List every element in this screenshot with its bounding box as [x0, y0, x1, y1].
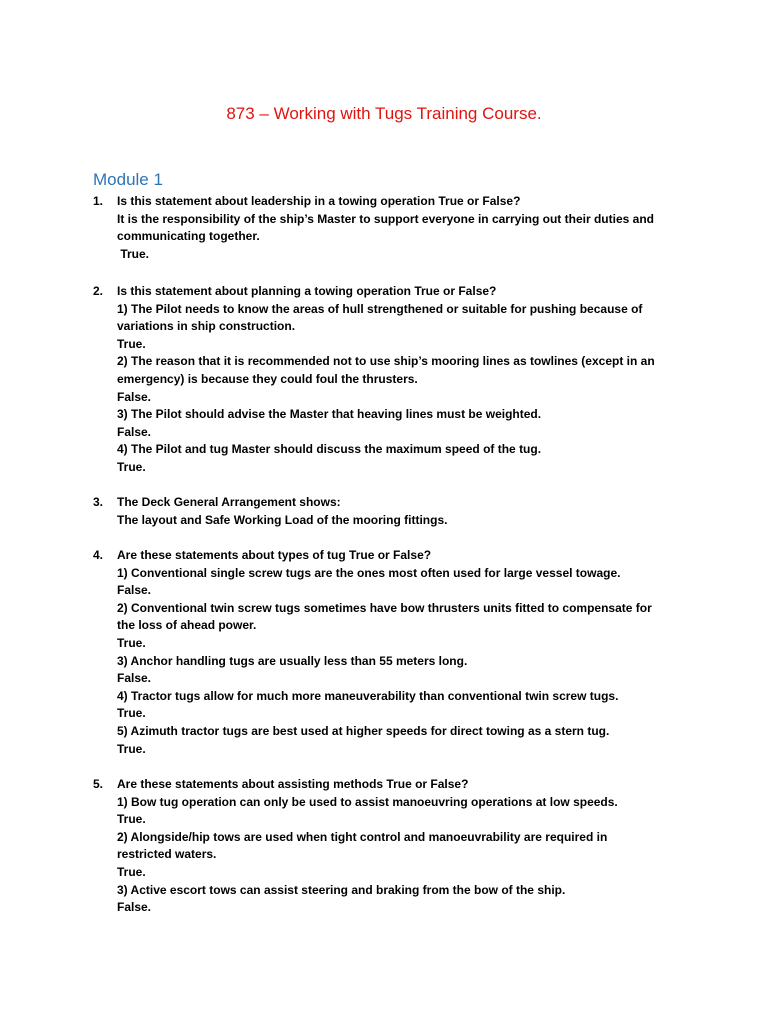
answer-line: True. — [117, 741, 146, 756]
question-line: 1) Bow tug operation can only be used to assist manoeuvring operations at low speeds. — [117, 794, 618, 809]
answer-line: True. — [117, 459, 146, 474]
question-line: 3) The Pilot should advise the Master that heaving lines must be weighted. — [117, 407, 542, 422]
answer-line: True. — [117, 635, 146, 650]
question-line: variations in ship construction. — [117, 319, 296, 334]
question-line: communicating together. — [117, 229, 260, 244]
question-line: 4) The Pilot and tug Master should discuss the maximum speed of the tug. — [117, 442, 542, 457]
answer-line: The layout and Safe Working Load of the mooring fittings. — [117, 512, 448, 527]
question-line: The Deck General Arrangement shows: — [117, 495, 341, 509]
answer-line: True. — [117, 336, 146, 351]
question-line: 4) Tractor tugs allow for much more maneuverability than conventional twin screw tugs. — [117, 688, 619, 703]
question-number: 1. — [93, 194, 104, 208]
question-line: 3) Anchor handling tugs are usually less than 55 meters long. — [117, 653, 468, 668]
answer-line: False. — [117, 424, 152, 439]
question-2 — [93, 283, 693, 477]
answer-line: False. — [117, 583, 152, 598]
answer-line: False. — [117, 389, 152, 404]
question-number: 5. — [93, 777, 104, 791]
question-line: the loss of ahead power. — [117, 618, 257, 633]
question-line: emergency) is because they could foul the thrusters. — [117, 371, 418, 386]
question-line: 5) Azimuth tractor tugs are best used at higher speeds for direct towing as a stern tug. — [117, 723, 610, 738]
document-title: 873 – Working with Tugs Training Course. — [226, 104, 542, 123]
question-4 — [93, 547, 693, 758]
question-line: 1) The Pilot needs to know the areas of hull strengthened or suitable for pushing because of — [117, 301, 643, 316]
question-5 — [93, 776, 693, 917]
question-number: 4. — [93, 548, 104, 562]
question-3 — [93, 494, 693, 529]
question-number: 3. — [93, 495, 104, 509]
question-line: restricted waters. — [117, 847, 217, 862]
question-line: 3) Active escort tows can assist steering and braking from the bow of the ship. — [117, 882, 566, 897]
question-1 — [93, 193, 693, 263]
answer-line: True. — [117, 864, 146, 879]
question-line: 2) Alongside/hip tows are used when tight control and manoeuvrability are required in — [117, 829, 608, 844]
answer-line: True. — [117, 246, 150, 261]
question-line: 2) The reason that it is recommended not to use ship’s mooring lines as towlines (except in an — [117, 354, 655, 369]
answer-line: False. — [117, 900, 152, 915]
answer-line: True. — [117, 706, 146, 721]
question-line: Are these statements about assisting methods True or False? — [117, 777, 469, 791]
question-line: 2) Conventional twin screw tugs sometimes have bow thrusters units fitted to compensate for — [117, 600, 652, 615]
question-line: Is this statement about leadership in a towing operation True or False? — [117, 194, 521, 208]
answer-line: True. — [117, 812, 146, 827]
question-line: Are these statements about types of tug True or False? — [117, 548, 432, 562]
answer-line: False. — [117, 671, 152, 686]
question-number: 2. — [93, 284, 104, 298]
question-line: 1) Conventional single screw tugs are the ones most often used for large vessel towage. — [117, 565, 621, 580]
module-heading: Module 1 — [93, 170, 163, 189]
question-line: Is this statement about planning a towing operation True or False? — [117, 284, 497, 298]
question-line: It is the responsibility of the ship’s Master to support everyone in carrying out their duties and — [117, 211, 654, 226]
